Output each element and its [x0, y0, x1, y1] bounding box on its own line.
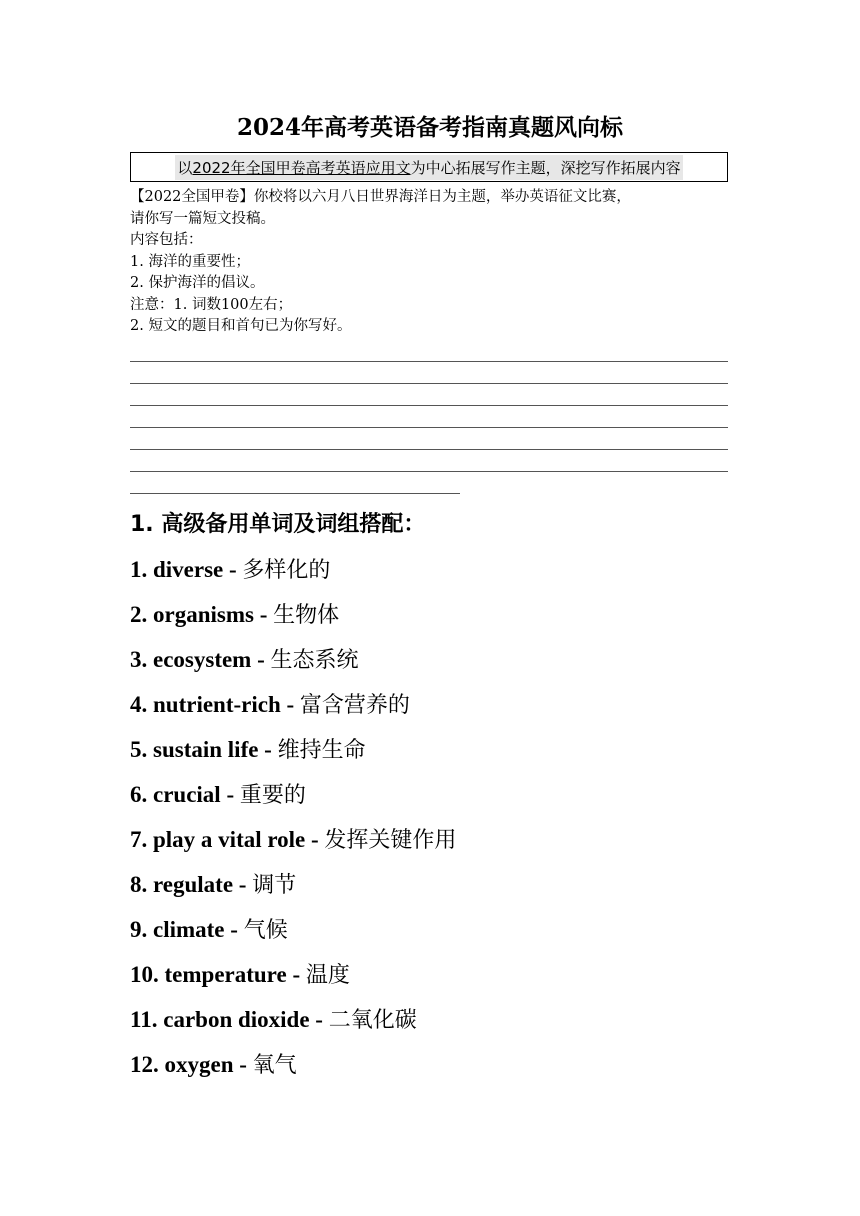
vocab-term: 8. regulate -: [130, 872, 253, 897]
vocab-item: [130, 592, 770, 637]
vocab-term: 7. play a vital role -: [130, 827, 325, 852]
vocab-translation: 发挥关键作用: [324, 828, 457, 853]
vocab-term: 9. climate -: [130, 917, 244, 942]
subtitle-prefix: 以: [177, 158, 193, 177]
answer-line: [130, 340, 728, 362]
subtitle-box: [130, 152, 728, 182]
vocab-item: [130, 547, 770, 592]
vocab-term: 1. diverse -: [130, 557, 243, 582]
writing-prompt: [130, 187, 730, 338]
vocab-item: [130, 952, 770, 997]
prompt-line: 【2022全国甲卷】你校将以六月八日世界海洋日为主题，举办英语征文比赛，: [130, 189, 631, 205]
vocab-translation: 气候: [243, 918, 288, 943]
vocabulary-heading: 1. 高级备用单词及词组搭配：: [130, 512, 426, 537]
vocab-translation: 多样化的: [242, 558, 331, 583]
vocab-translation: 二氧化碳: [328, 1008, 417, 1033]
vocab-item: [130, 817, 770, 862]
prompt-line: 2. 短文的题目和首句已为你写好。: [130, 318, 352, 334]
subtitle-suffix: 为中心拓展写作主题，深挖写作拓展内容: [410, 158, 681, 177]
vocab-translation: 富含营养的: [299, 693, 410, 718]
prompt-line: 注意：1. 词数100左右；: [130, 296, 293, 313]
vocab-translation: 氧气: [252, 1053, 297, 1078]
vocab-item: [130, 727, 770, 772]
prompt-line: 请你写一篇短文投稿。: [130, 210, 275, 227]
vocab-term: 10. temperature -: [130, 962, 306, 987]
answer-line: [130, 472, 460, 494]
vocab-translation: 维持生命: [277, 738, 366, 763]
vocab-term: 6. crucial -: [130, 782, 240, 807]
vocab-translation: 温度: [305, 963, 350, 988]
vocab-item: [130, 682, 770, 727]
vocab-translation: 生物体: [273, 603, 340, 628]
vocab-translation: 重要的: [239, 783, 306, 808]
page-title: 2024年高考英语备考指南真题风向标: [236, 114, 623, 141]
answer-line: [130, 450, 728, 472]
vocab-item: [130, 997, 770, 1042]
vocab-term: 11. carbon dioxide -: [130, 1007, 329, 1032]
vocab-term: 5. sustain life -: [130, 737, 278, 762]
vocab-term: 2. organisms -: [130, 602, 274, 627]
prompt-line: 内容包括：: [130, 232, 203, 248]
prompt-line: 1. 海洋的重要性；: [130, 253, 250, 270]
vocab-term: 3. ecosystem -: [130, 647, 271, 672]
subtitle: [175, 155, 682, 180]
answer-lines: [130, 340, 728, 494]
vocab-translation: 调节: [252, 873, 297, 898]
answer-line: [130, 406, 728, 428]
answer-line: [130, 384, 728, 406]
vocab-term: 12. oxygen -: [130, 1052, 253, 1077]
vocab-item: [130, 862, 770, 907]
subtitle-underlined: 2022年全国甲卷高考英语应用文: [192, 158, 411, 177]
answer-line: [130, 428, 728, 450]
vocab-item: [130, 1042, 770, 1087]
vocab-term: 4. nutrient-rich -: [130, 692, 300, 717]
vocab-item: [130, 772, 770, 817]
prompt-line: 2. 保护海洋的倡议。: [130, 275, 265, 291]
answer-line: [130, 362, 728, 384]
vocabulary-section: [130, 502, 770, 1087]
vocab-item: [130, 907, 770, 952]
vocab-item: [130, 637, 770, 682]
vocab-translation: 生态系统: [270, 648, 359, 673]
